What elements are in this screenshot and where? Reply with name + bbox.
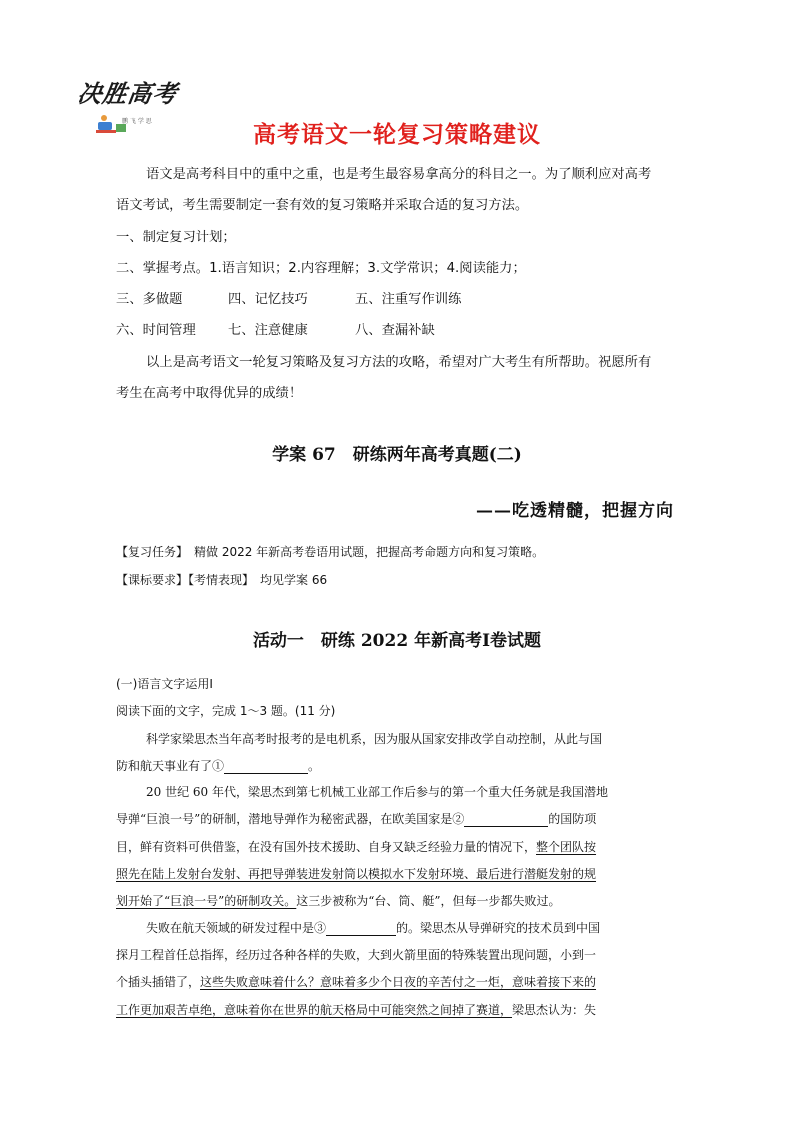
lesson-subtitle: ——吃透精髓，把握方向 (476, 501, 674, 521)
passage-line: 科学家梁思杰当年高考时报考的是电机系，因为服从国家安排改学自动控制，从此与国 (146, 732, 603, 746)
passage-text: 目，鲜有资料可供借鉴，在没有国外技术援助、自身又缺乏经验力量的情况下， (116, 840, 537, 854)
passage-line (116, 974, 596, 990)
section-heading: (一)语言文字运用Ⅰ (116, 677, 213, 691)
task-line (116, 544, 544, 560)
passage-text: 这三步被称为“台、筒、艇”，但每一步都失败过。 (296, 894, 561, 908)
lesson-title: 学案 67 研练两年高考真题(二) (272, 445, 522, 465)
blank-2[interactable] (464, 812, 548, 827)
underlined-text: 这些失败意味着什么？意味着多少个日夜的辛苦付之一炬，意味着接下来的 (200, 975, 597, 989)
question-instruction: 阅读下面的文字，完成 1～3 题。(11 分) (116, 704, 336, 718)
activity-title: 活动一 研练 2022 年新高考Ⅰ卷试题 (252, 631, 542, 651)
underlined-text: 工作更加艰苦卓绝，意味着你在世界的航天格局中可能突然之间掉了赛道， (116, 1003, 513, 1017)
passage-text: 。 (308, 759, 321, 773)
intro-list-item: 六、时间管理 (116, 323, 196, 338)
passage-text: 个插头插错了， (116, 975, 201, 989)
intro-list-item: 二、掌握考点。1.语言知识；2.内容理解；3.文学常识；4.阅读能力； (116, 261, 526, 276)
intro-list-item: 七、注意健康 (228, 323, 308, 338)
requirement-tag: 【课标要求】【考情表现】 (116, 573, 255, 587)
intro-paragraph-line: 语文是高考科目中的重中之重，也是考生最容易拿高分的科目之一。为了顺利应对高考 (146, 167, 652, 182)
blank-3[interactable] (326, 921, 396, 936)
intro-list-item: 八、查漏补缺 (355, 323, 435, 338)
intro-list-item: 四、记忆技巧 (228, 292, 308, 307)
task-tag: 【复习任务】 (116, 545, 189, 559)
requirement-line (116, 572, 327, 588)
passage-line (116, 758, 320, 774)
requirement-text: 均见学案 66 (260, 573, 328, 587)
passage-text: 导弹“巨浪一号”的研制，潜地导弹作为秘密武器，在欧美国家是② (116, 812, 465, 826)
intro-list-item: 三、多做题 (116, 292, 183, 307)
task-text: 精做 2022 年新高考卷语用试题，把握高考命题方向和复习策略。 (194, 545, 545, 559)
intro-list-item: 五、注重写作训练 (355, 292, 462, 307)
passage-text: 的国防项 (548, 812, 597, 826)
passage-text: 失败在航天领域的研发过程中是③ (146, 921, 327, 935)
passage-text: 梁思杰认为：失 (512, 1003, 597, 1017)
passage-line: 探月工程首任总指挥，经历过各种各样的失败，大到火箭里面的特殊装置出现问题，小到一 (116, 948, 597, 962)
passage-text: 防和航天事业有了① (116, 759, 225, 773)
passage-text: 的。梁思杰从导弹研究的技术员到中国 (396, 921, 601, 935)
passage-line (116, 811, 596, 827)
passage-line (116, 839, 596, 855)
intro-paragraph-line: 以上是高考语文一轮复习策略及复习方法的攻略，希望对广大考生有所帮助。祝愿所有 (146, 355, 652, 370)
logo-text: 决胜高考 (75, 79, 180, 108)
blank-1[interactable] (224, 759, 308, 774)
passage-line (116, 893, 561, 909)
intro-list-item: 一、制定复习计划； (116, 230, 236, 245)
passage-line (146, 920, 600, 936)
passage-line (116, 1002, 596, 1018)
underlined-text: 整个团队按 (536, 840, 597, 854)
underlined-text: 照先在陆上发射台发射、再把导弹装进发射筒以模拟水下发射环境、最后进行潜艇发射的规 (116, 867, 597, 881)
intro-paragraph-line: 语文考试，考生需要制定一套有效的复习策略并采取合适的复习方法。 (116, 198, 529, 213)
underlined-text: 划开始了“巨浪一号”的研制攻关。 (116, 894, 297, 908)
passage-line: 20 世纪 60 年代，梁思杰到第七机械工业部工作后参与的第一个重大任务就是我国潜地 (146, 785, 608, 799)
intro-paragraph-line: 考生在高考中取得优异的成绩！ (116, 386, 303, 401)
page-title: 高考语文一轮复习策略建议 (253, 122, 541, 148)
logo-subtext: 鹏 飞 学 思 (122, 118, 152, 125)
